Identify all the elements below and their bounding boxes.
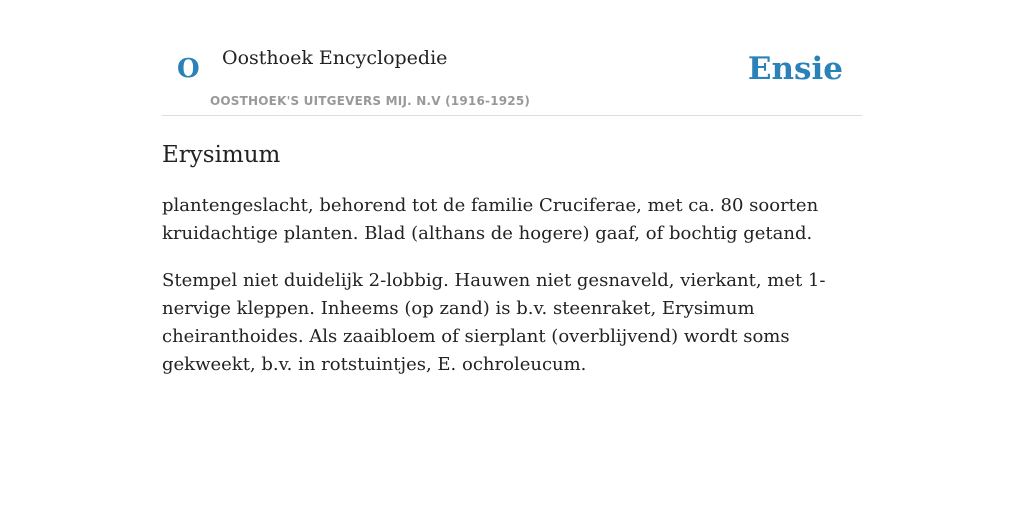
logo-icon[interactable]: O: [177, 54, 200, 84]
site-title-link[interactable]: Oosthoek Encyclopedie: [222, 47, 448, 69]
page: [162, 0, 862, 512]
publisher-label: OOSTHOEK'S UITGEVERS MIJ. N.V (1916-1925): [210, 94, 531, 108]
site-header: [162, 0, 862, 116]
brand-logo-link[interactable]: Ensie: [747, 51, 843, 87]
entry-paragraph: Stempel niet duidelijk 2-lobbig. Hauwen niet gesnaveld, vierkant, met 1-nervige kleppen. Inheems (op zand) is b.v. steenraket, Erysimum cheiranthoides. Als zaaibloem of sierplant (overblijvend) wordt soms gekweekt, b.v. in rotstuintjes, E. ochroleucum.: [162, 270, 826, 375]
entry-body: [162, 192, 862, 398]
entry-title: Erysimum: [162, 142, 281, 168]
entry-paragraph: plantengeslacht, behorend tot de familie Cruciferae, met ca. 80 soorten kruidachtige planten. Blad (althans de hogere) gaaf, of bochtig getand.: [162, 195, 819, 244]
